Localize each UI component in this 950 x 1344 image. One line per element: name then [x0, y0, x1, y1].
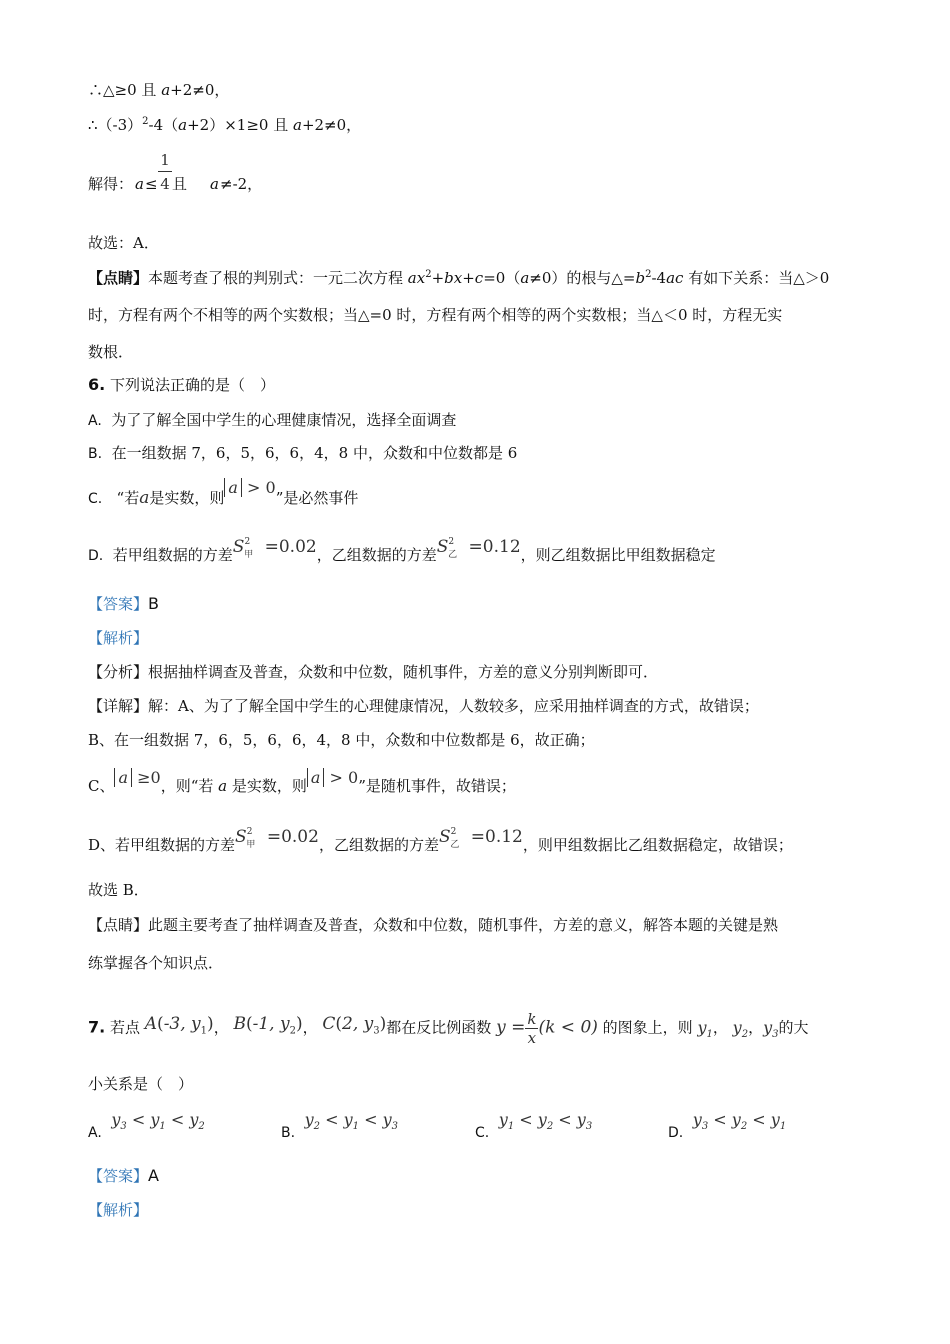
q6-option-c: C. “若a是实数，则a > 0”是必然事件: [88, 478, 359, 508]
q6-option-a: A. 为了了解全国中学生的心理健康情况，选择全面调查: [88, 411, 457, 429]
q6-detail-d: D、若甲组数据的方差$S^2_甲 =0.02$，乙组数据的方差$S^2_乙 =0.12$，则甲组数据比乙组数据稳定，故错误；: [88, 827, 793, 854]
q7-option-a: A. $y_3 < y_1 < y_2$: [88, 1110, 205, 1141]
fraction-bar: [158, 171, 172, 172]
q6-fenxi: 【分析】根据抽样调查及普查，众数和中位数，随机事件，方差的意义分别判断即可．: [88, 663, 659, 681]
q6-answer: 【答案】B: [88, 594, 159, 613]
q5-choice: 故选：A．: [88, 234, 159, 252]
q6-note-line-1: 【点睛】此题主要考查了抽样调查及普查，众数和中位数，随机事件，方差的意义，解答本题的关键是熟: [88, 916, 779, 934]
q6-option-b: B. 在一组数据 7，6，5，6，6，4，8 中，众数和中位数都是 6: [88, 444, 518, 462]
q7-option-b: B. $y_2 < y_1 < y_3$: [281, 1110, 399, 1141]
q6-detail-c: C、 a ≥0，则“若 a 是实数，则 a > 0”是随机事件，故错误；: [88, 768, 516, 795]
q7-stem-line-2: 小关系是（ ）: [88, 1075, 194, 1093]
fraction-numerator: 1: [160, 151, 170, 169]
q5-note-line-1: 【点睛】本题考查了根的判别式：一元二次方程 $ax^2+bx+c=0(a\ne 0)$的根与$\triangle=b^2-4ac$ 有如下关系：当△＞0: [88, 269, 830, 287]
fraction-denominator: 4: [160, 175, 170, 193]
q6-note-line-2: 练掌握各个知识点．: [88, 954, 224, 972]
q7-answer: 【答案】A: [88, 1166, 159, 1185]
q6-analysis-tag: 【解析】: [88, 629, 149, 647]
q6-option-d: D. 若甲组数据的方差$S^2_甲 =0.02$，乙组数据的方差$S^2_乙 =0.12$，则乙组数据比甲组数据稳定: [88, 537, 716, 564]
q5-note-line-3: 数根．: [88, 343, 134, 361]
q5-step-1: ∴△≥0 且 a+2≠0，: [88, 81, 230, 99]
q7-option-d: D. $y_3 < y_2 < y_1$: [668, 1110, 787, 1141]
q5-note-line-2: 时，方程有两个不相等的两个实数根；当△=0 时，方程有两个相等的两个实数根；当△＜0 时，方程无实: [88, 306, 783, 324]
q7-analysis-tag: 【解析】: [88, 1201, 149, 1219]
q5-step-2: $\therefore(-3)^2-4(a+2)\times 1\ge 0$ 且 a+2≠0，: [88, 116, 362, 134]
q6-conclusion: 故选 B．: [88, 881, 149, 899]
q6-detail-b: B、在一组数据 7，6，5，6，6，4，8 中，众数和中位数都是 6，故正确；: [88, 731, 595, 749]
q6-detail-a: 【详解】解：A、为了了解全国中学生的心理健康情况，人数较多，应采用抽样调查的方式，故错误；: [88, 697, 759, 715]
q7-option-c: C. $y_1 < y_2 < y_3$: [475, 1110, 593, 1141]
q7-stem-line-1: 7. 若点 A(-3, $y_1$)， B(-1, $y_2$)， C(2, $y_3$)都在反比例函数 y = $\frac{k}{x}$ (k < 0) 的图象上，则 $y_1$， $y_2$，$y_3$的大: [88, 1010, 809, 1047]
q6-stem: 6. 下列说法正确的是（ ）: [88, 375, 275, 394]
